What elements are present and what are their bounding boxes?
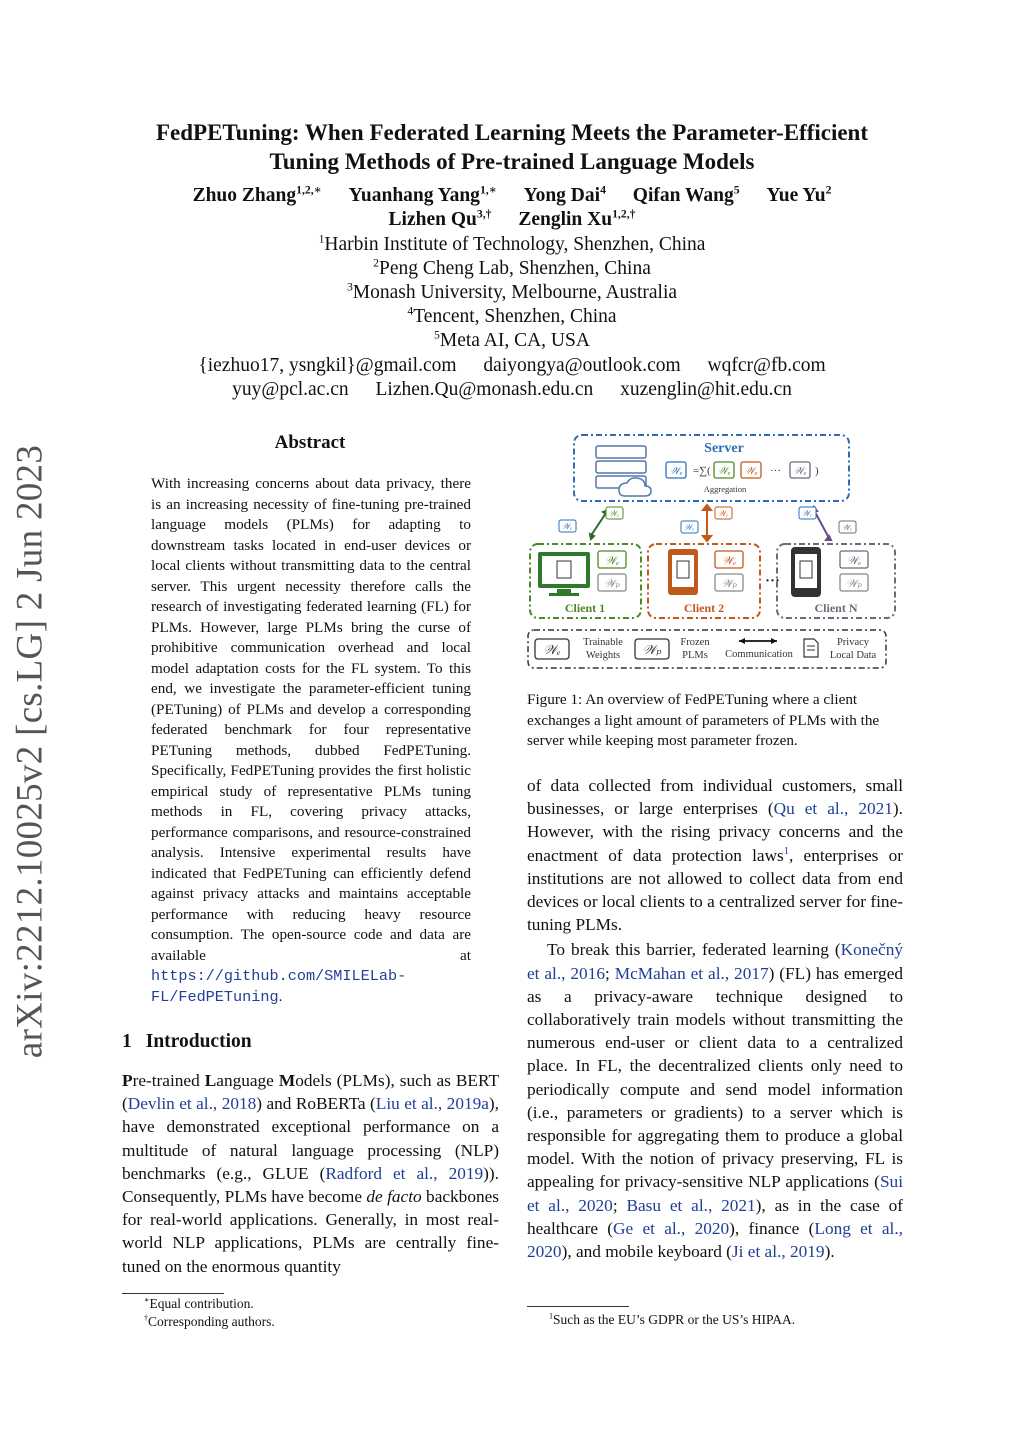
footnote: $^1$Such as the EU’s GDPR or the US’s HIPAA. xyxy=(549,1311,796,1327)
footnote: †Corresponding authors. xyxy=(144,1313,275,1329)
arxiv-stamp: arXiv:2212.10025v2 [cs.LG] 2 Jun 2023 xyxy=(9,444,51,1059)
aggregation-label: Aggregation xyxy=(703,484,747,494)
author: Yue Yu$^2$ xyxy=(766,183,832,206)
footnote-rule xyxy=(122,1293,224,1294)
abstract-text: With increasing concerns about data privacy, there is an increasing necessity of fine-tuning pre-trained language models (PLMs) for adapting to downstream tasks located in end-user devices or local clients without transmitting data to the central server. This urgent necessity therefore calls the research of investigating federated learning (FL) for PLMs. However, large PLMs bring the curse of prohibitive communication overhead and local model adaptation costs for the FL system. To this end, we investigate the parameter-efficient tuning (PETuning) of PLMs and develop a corresponding federated benchmark for four representative PETuning methods, dubbed FedPETuning. Specifically, FedPETuning provides the first holistic empirical study of representative PLMs tuning methods in FL, covering privacy attacks, performance comparisons, and resource-constrained analysis. Intensive experimental results have indicated that FedPETuning can efficiently defend against privacy attacks and maintains acceptable performance with reducing heavy resource consumption. The open-source code and data are available at https://github.com/SMILELab-FL/FedPETuning. xyxy=(151,475,471,1006)
email: wqfcr@fb.com xyxy=(707,355,826,376)
svg-text:𝒲ₑ: 𝒲ₑ xyxy=(717,509,729,518)
legend-frozen: Frozen xyxy=(680,637,710,648)
svg-text:𝒲ₚ: 𝒲ₚ xyxy=(846,578,862,590)
email-line-2 xyxy=(0,379,1024,401)
client-2-label: Client 2 xyxy=(683,601,725,615)
email: Lizhen.Qu@monash.edu.cn xyxy=(375,379,594,400)
legend-trainable: Trainable xyxy=(583,637,623,648)
section-heading-introduction: 1 Introduction xyxy=(122,1031,252,1052)
intro-paragraph: Pre-trained Language Models (PLMs), such as BERT (Devlin et al., 2018) and RoBERTa (Liu et al., 2019a), have demonstrated exceptional performance on a multitude of natural language processing (NLP) benchmarks (e.g., GLUE (Radford et al., 2019)). Consequently, PLMs have become de facto backbones for real-world applications. Generally, in most real-world NLP applications, PLMs are centrally fine-tuned on the enormous quantity xyxy=(122,1071,500,1276)
svg-text:𝒲ₑ: 𝒲ₑ xyxy=(801,509,813,518)
svg-text:𝒲ₑ: 𝒲ₑ xyxy=(608,509,620,518)
author: Qifan Wang$^5$ xyxy=(632,183,740,206)
figure-caption: Figure 1: An overview of FedPETuning where a client exchanges a light amount of parameters of PLMs with the server while keeping most parameter frozen. xyxy=(527,691,880,749)
code-link[interactable]: https://github.com/SMILELab-FL/FedPETuning xyxy=(151,967,407,1006)
paragraph: To break this barrier, federated learning (Konečný et al., 2016; McMahan et al., 2017) (FL) has emerged as a privacy-aware technique designed to collaboratively train models without transmitting the numerous end-user or client data to a centralized place. In FL, the decentralized clients only need to periodically compute and send model information (i.e., parameters or gradients) to a server which is responsible for aggregating them to produce a global model. With the notion of privacy preserving, FL is appealing for privacy-sensitive NLP applications (Sui et al., 2020; Basu et al., 2021), as in the case of healthcare (Ge et al., 2020), finance (Long et al., 2020), and mobile keyboard (Ji et al., 2019). xyxy=(527,940,904,1262)
citation-link[interactable]: Konečný et al., 2016 xyxy=(527,940,903,983)
svg-text:𝒲ₑ: 𝒲ₑ xyxy=(793,466,807,477)
author: Yong Dai$^4$ xyxy=(523,183,606,206)
legend-frozen: PLMs xyxy=(682,650,708,661)
svg-text:𝒲ₑ: 𝒲ₑ xyxy=(721,555,737,567)
affiliation: $^4$Tencent, Shenzhen, China xyxy=(407,304,617,327)
affiliation: $^5$Meta AI, CA, USA xyxy=(434,328,590,351)
server-label: Server xyxy=(704,441,744,456)
author: Zenglin $Xu^{1,2,\dagger}$ xyxy=(518,207,636,230)
svg-text:𝒲ₚ: 𝒲ₚ xyxy=(642,642,662,657)
citation-link[interactable]: Devlin et al., 2018 xyxy=(127,1094,257,1114)
title-line-2: Tuning Methods of Pre-trained Language Models xyxy=(269,149,755,174)
footnote-rule xyxy=(527,1306,629,1307)
svg-text:𝒲ₑ: 𝒲ₑ xyxy=(543,642,561,657)
right-column-text xyxy=(527,774,903,1265)
svg-text:𝒲ₑ: 𝒲ₑ xyxy=(717,466,731,477)
email-line-1 xyxy=(0,355,1024,377)
paper-title xyxy=(80,118,944,176)
legend-trainable: Weights xyxy=(585,650,621,661)
author-list-2 xyxy=(0,209,1024,231)
communication-arrows xyxy=(590,505,831,541)
ellipsis: ··· xyxy=(765,573,781,589)
legend-privacy: Local Data xyxy=(829,650,877,661)
svg-text:𝒲ₑ: 𝒲ₑ xyxy=(683,523,695,532)
svg-text:𝒲ₑ: 𝒲ₑ xyxy=(841,523,853,532)
affiliation: $^3$Monash University, Melbourne, Australia xyxy=(346,280,678,303)
citation-link[interactable]: Long et al., 2020 xyxy=(527,1218,903,1262)
server-stack-icon xyxy=(596,446,651,496)
author: Yuanhang Yang$^{1,∗}$ xyxy=(348,183,497,206)
svg-text:𝒲ₑ: 𝒲ₑ xyxy=(669,466,683,477)
legend-box xyxy=(528,630,886,668)
footnote-marker[interactable]: 1 xyxy=(783,845,789,857)
svg-text:···: ··· xyxy=(770,465,781,477)
svg-text:𝒲ₚ: 𝒲ₚ xyxy=(721,578,737,590)
title-line-1: FedPETuning: When Federated Learning Meets the Parameter-Efficient xyxy=(155,120,869,145)
figure-1-diagram xyxy=(527,434,903,672)
author: Zhuo Zhang$^{1,2,∗}$ xyxy=(192,183,322,206)
citation-link[interactable]: Basu et al., 2021 xyxy=(626,1195,756,1215)
client-n-label: Client N xyxy=(814,601,858,615)
tablet-icon xyxy=(668,549,698,595)
abstract-heading: Abstract xyxy=(274,432,346,453)
svg-text:=∑(: =∑( xyxy=(693,465,711,477)
aggregation-formula xyxy=(666,462,819,478)
legend-communication: Communication xyxy=(725,649,793,660)
affiliation: $^2$Peng Cheng Lab, Shenzhen, China xyxy=(373,256,651,279)
citation-link[interactable]: Radford et al., 2019 xyxy=(325,1163,484,1183)
svg-text:𝒲ₑ: 𝒲ₑ xyxy=(604,555,620,567)
citation-link[interactable]: Sui et al., 2020 xyxy=(527,1172,903,1215)
citation-link[interactable]: Qu et al., 2021 xyxy=(773,799,893,819)
footnote: ∗Equal contribution. xyxy=(144,1295,254,1311)
legend-privacy: Privacy xyxy=(836,637,870,648)
citation-link[interactable]: Liu et al., 2019a xyxy=(375,1094,489,1114)
phone-icon xyxy=(791,547,821,597)
citation-link[interactable]: McMahan et al., 2017 xyxy=(614,963,769,983)
svg-text:𝒲ₑ: 𝒲ₑ xyxy=(561,522,573,531)
author-list xyxy=(0,185,1024,207)
email: yuy@pcl.ac.cn xyxy=(232,379,349,400)
citation-link[interactable]: Ji et al., 2019 xyxy=(731,1242,825,1262)
email: daiyongya@outlook.com xyxy=(483,355,681,376)
citation-link[interactable]: Ge et al., 2020 xyxy=(613,1218,730,1238)
svg-text:): ) xyxy=(815,465,819,477)
email: xuzenglin@hit.edu.cn xyxy=(620,379,792,400)
monitor-icon xyxy=(538,552,590,596)
svg-text:𝒲ₑ: 𝒲ₑ xyxy=(744,466,758,477)
svg-text:𝒲ₚ: 𝒲ₚ xyxy=(604,578,620,590)
email: {iezhuo17, ysngkil}@gmail.com xyxy=(198,355,457,376)
paragraph: of data collected from individual customers, small businesses, or large enterprises (Qu et al., 2021). However, with the rising privacy concerns and the enactment of data protection laws$^1$, enterprises or institutions are not allowed to collect data from end devices or local clients to a centralized server for fine-tuning PLMs. xyxy=(527,776,903,935)
document-icon xyxy=(804,639,818,657)
author: Lizhen $Qu^{3,\dagger}$ xyxy=(388,207,492,230)
affiliation: $^1$Harbin Institute of Technology, Shenzhen, China xyxy=(318,232,706,255)
client-1-label: Client 1 xyxy=(564,601,606,615)
svg-text:𝒲ₑ: 𝒲ₑ xyxy=(846,555,862,567)
